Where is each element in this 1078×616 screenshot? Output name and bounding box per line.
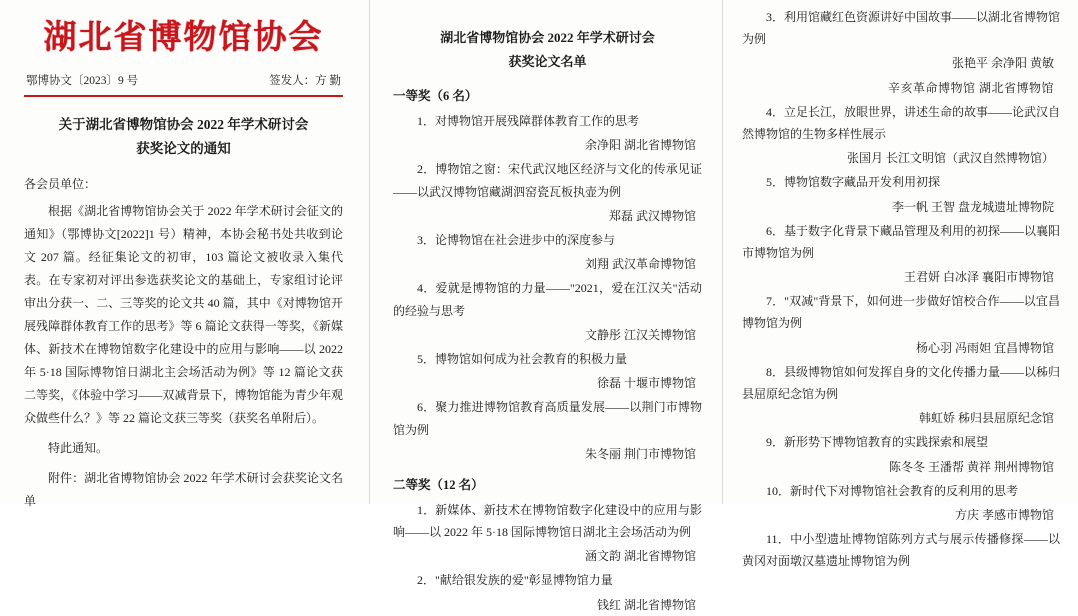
list-item-author: 张艳平 余净阳 黄敏: [951, 56, 1054, 71]
award-list-column-left: [369, 0, 722, 612]
notice-addressee: 各会员单位：: [24, 176, 97, 191]
list-item: 1．对博物馆开展残障群体教育工作的思考: [417, 114, 640, 129]
award-list-title: [393, 26, 702, 74]
award-grade-heading-first: 一等奖（6 名）: [393, 89, 478, 104]
list-item: 3．论博物馆在社会进步中的深度参与: [417, 233, 616, 248]
list-item-author: 张国月 长江文明馆（武汉自然博物馆）: [846, 151, 1054, 166]
award-list-title-line2: 获奖论文名单: [508, 54, 587, 70]
notice-title-line1: 关于湖北省博物馆协会 2022 年学术研讨会: [58, 117, 309, 133]
list-item-author: 王君妍 白冰泽 襄阳市博物馆: [903, 270, 1054, 285]
award-list-title-line1: 湖北省博物馆协会 2022 年学术研讨会: [440, 30, 655, 45]
list-item: 2．博物馆之窗：宋代武汉地区经济与文化的传承见证——以武汉博物馆藏湖泗窑瓷瓦板执壶为例: [393, 162, 702, 199]
list-item-author: 文静彤 江汉关博物馆: [584, 327, 696, 342]
list-item: 1．新媒体、新技术在博物馆数字化建设中的应用与影响——以 2022 年 5·18 国际博物馆日湖北主会场活动为例: [393, 502, 702, 540]
list-item: 2．"献给银发族的爱"彰显博物馆力量: [417, 573, 613, 588]
notice-title: [24, 113, 343, 160]
document-issuer: 签发人：方 勤: [269, 75, 341, 88]
red-divider-rule: [24, 95, 343, 97]
award-list-column-right: [722, 0, 1078, 569]
list-item-author: 韩虹娇 秭归县屈原纪念馆: [918, 411, 1054, 426]
list-item: 10．新时代下对博物馆社会教育的反利用的思考: [766, 483, 1019, 498]
list-item-author: 余净阳 湖北省博物馆: [584, 138, 696, 153]
list-item: 6．基于数字化背景下藏品管理及利用的初探——以襄阳市博物馆为例: [742, 223, 1061, 260]
list-item: 4．爱就是博物馆的力量——"2021，爱在江汉关"活动的经验与思考: [393, 281, 702, 318]
list-item: 9．新形势下博物馆教育的实践探索和展望: [766, 435, 989, 450]
list-item: 4．立足长江，放眼世界，讲述生命的故事——论武汉自然博物馆的生物多样性展示: [742, 104, 1061, 141]
column-separator-2: [722, 0, 723, 504]
list-item: 6．聚力推进博物馆教育高质量发展——以荆门市博物馆为例: [393, 400, 702, 437]
list-item: 11．中小型遗址博物馆陈列方式与展示传播修探——以黄冈对面墩汉墓遗址博物馆为例: [742, 532, 1060, 569]
column-separator-1: [369, 0, 370, 504]
list-item-author: 李一帆 王智 盘龙城遗址博物院: [891, 199, 1054, 214]
list-item-author: 杨心羽 冯雨妲 宜昌博物馆: [915, 340, 1054, 355]
award-grade-heading-second: 二等奖（12 名）: [393, 477, 484, 492]
list-item-author: 陈冬冬 王潘帮 黄祥 荆州博物馆: [888, 459, 1054, 474]
masthead-title: 湖北省博物馆协会: [43, 20, 324, 56]
list-item: 5．博物馆如何成为社会教育的积极力量: [417, 351, 628, 366]
list-item-author: 涵文韵 湖北省博物馆: [584, 549, 696, 564]
list-item: 8．县级博物馆如何发挥自身的文化传播力量——以秭归县屈原纪念馆为例: [742, 364, 1061, 401]
list-item-affiliation: 辛亥革命博物馆 湖北省博物馆: [887, 80, 1054, 95]
list-item: 5．博物馆数字藏品开发利用初探: [766, 175, 941, 190]
list-item-author: 方庆 孝感市博物馆: [954, 507, 1054, 522]
list-item-author: 朱冬丽 荆门市博物馆: [584, 446, 696, 461]
notice-title-line2: 获奖论文的通知: [136, 140, 231, 156]
document-number: 鄂博协文〔2023〕9 号: [26, 75, 139, 88]
list-item-author: 刘翔 武汉革命博物馆: [584, 257, 696, 272]
document-meta: [24, 72, 343, 88]
list-item-author: 郑磊 武汉博物馆: [608, 208, 696, 223]
notice-paragraph: 特此通知。: [48, 440, 109, 455]
list-item-author: 徐磊 十堰市博物馆: [596, 376, 696, 391]
list-item: 3．利用馆藏红色资源讲好中国故事——以湖北省博物馆为例: [742, 10, 1061, 47]
notice-attachment: 附件：湖北省博物馆协会 2022 年学术研讨会获奖论文名单: [24, 470, 343, 508]
list-item: 7．"双减"背景下，如何进一步做好馆校合作——以宜昌博物馆为例: [742, 294, 1060, 331]
list-item-author: 钱红 湖北省博物馆: [596, 597, 696, 612]
notice-paragraph: 根据《湖北省博物馆协会关于 2022 年学术研讨会征文的通知》（鄂博协文[2022]1 号）精神，本协会秘书处共收到论文 207 篇。经征集论文的初审，103 篇论文被收录入集代表。在专家初对评出参选获奖论文的基础上，专家组讨论评审出分获一、二、三等奖的论文共 40 篇，其中《对博物馆开展残障群体教育工作的思考》等 6 篇论文获得一等奖，《新媒体、新技术在博物馆数字化建设中的应用与影响——以 2022 年 5·18 国际博物馆日湖北主会场活动为例》等 12 篇论文获二等奖，《体验中学习——双减背景下，博物馆能为青少年观众做些什么？》等 22 篇论文获三等奖（获奖名单附后）。: [24, 203, 343, 425]
notice-column: [0, 0, 369, 508]
